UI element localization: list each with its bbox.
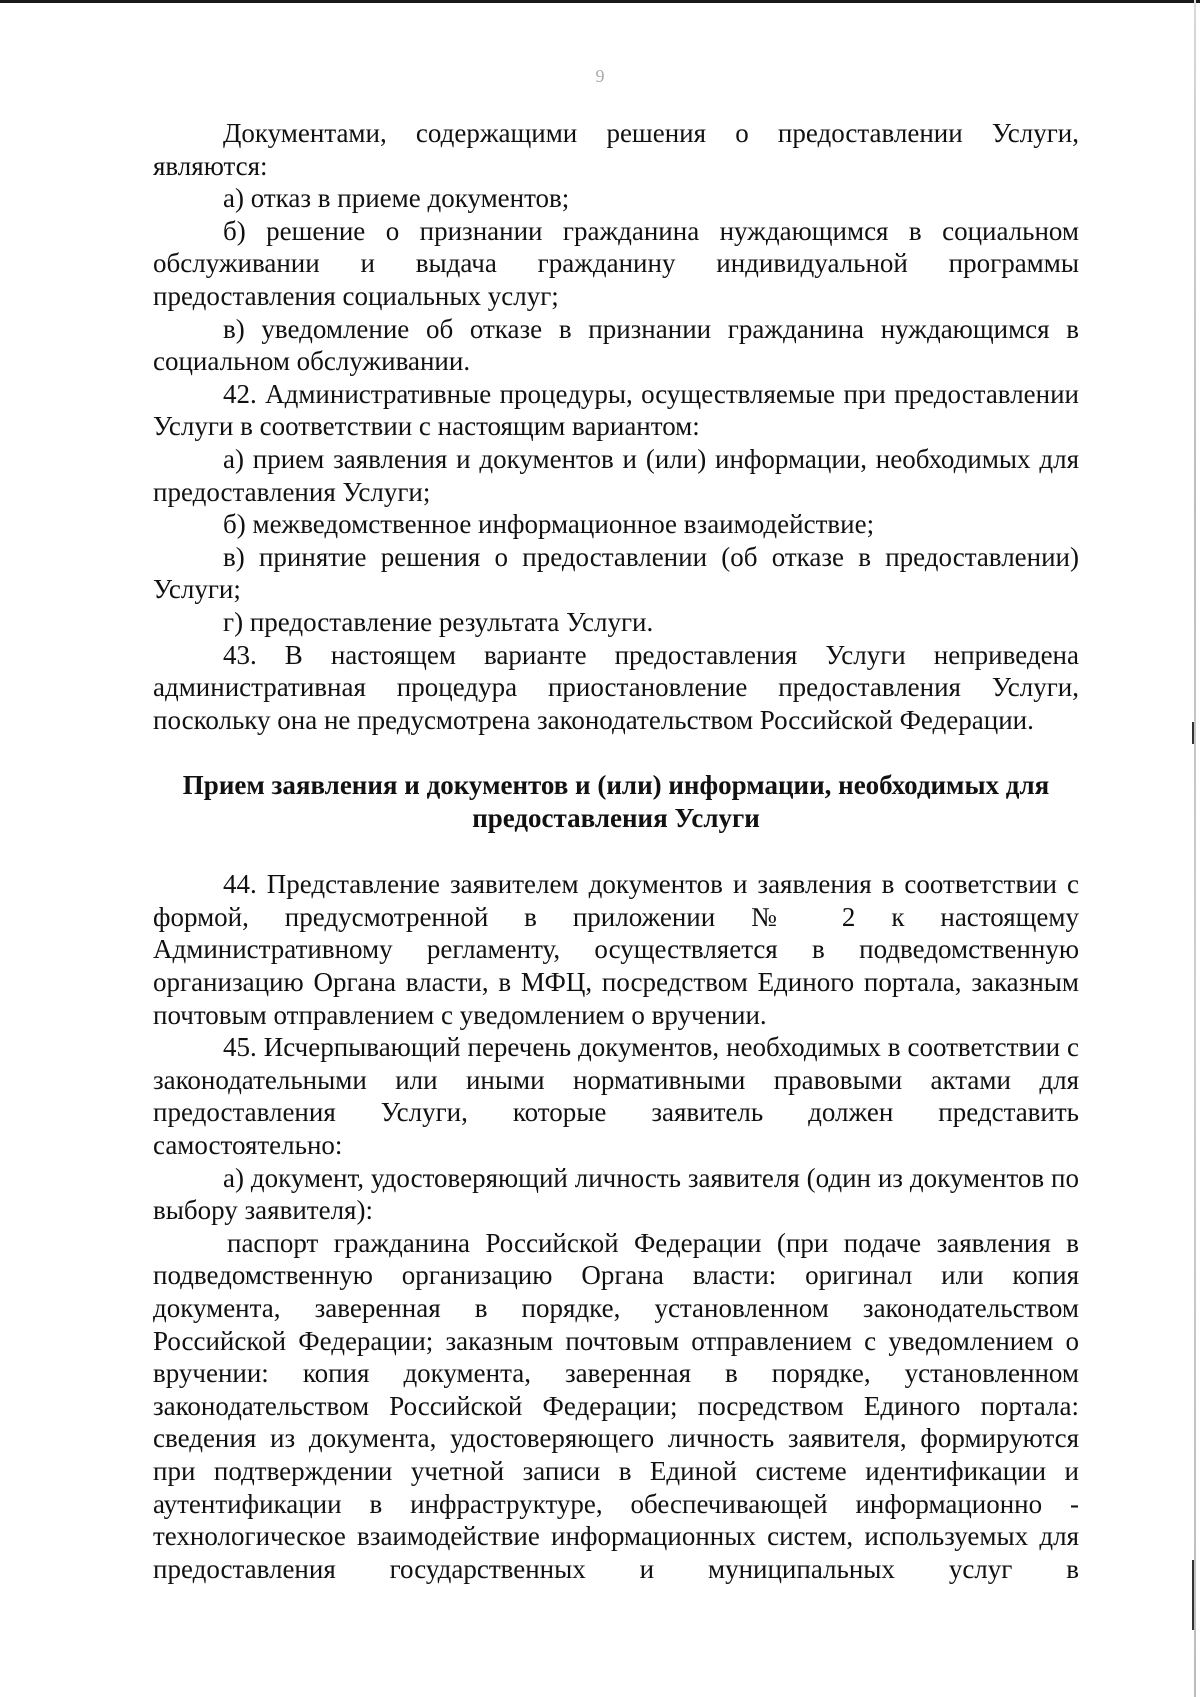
paragraph-43: 43. В настоящем варианте предоставления Услуги неприведена административная процедура приостановление предоставления Услуги, поскольку она не предусмотрена законодательством Российской Федерации. xyxy=(153,639,1079,735)
scan-right-border xyxy=(1194,0,1196,1697)
list-item: а) документ, удостоверяющий личность заявителя (один из документов по выбору заявителя): xyxy=(153,1162,1079,1226)
section-heading-line1: Прием заявления и документов и (или) информации, необходимых для xyxy=(182,770,1050,801)
list-item: а) отказ в приеме документов; xyxy=(223,183,570,214)
section-heading-line2: предоставления Услуги xyxy=(472,803,760,834)
document-body xyxy=(153,117,1079,1585)
list-item: г) предоставление результата Услуги. xyxy=(223,606,654,637)
list-item: б) решение о признании гражданина нуждающимся в социальном обслуживании и выдача гражданину индивидуальной программы предоставления социальных услуг; xyxy=(153,215,1079,311)
paragraph-42: 42. Административные процедуры, осуществляемые при предоставлении Услуги в соответствии с настоящим вариантом: xyxy=(153,378,1079,442)
scan-top-border xyxy=(0,0,1200,3)
paragraph-passport: паспорт гражданина Российской Федерации (при подаче заявления в подведомственную организацию Органа власти: оригинал или копия документа, заверенная в порядке, установленном законодательством Российской Федерации; заказным почтовым отправлением с уведомлением о вручении: копия документа, заверенная в порядке, установленном законодательством Российской Федерации; посредством Единого портала: сведения из документа, удостоверяющего личность заявителя, формируются при подтверждении учетной записи в Единой системе идентификации и аутентификации в инфраструктуре, обеспечивающей информационно - технологическое взаимодействие информационных систем, используемых для предоставления государственных и муниципальных услуг в xyxy=(153,1227,1079,1584)
list-item: в) уведомление об отказе в признании гражданина нуждающимся в социальном обслуживании. xyxy=(153,313,1079,377)
list-item: а) прием заявления и документов и (или) информации, необходимых для предоставления Услуги; xyxy=(153,443,1079,507)
paragraph: Документами, содержащими решения о предоставлении Услуги, являются: xyxy=(153,118,1079,181)
paragraph-45: 45. Исчерпывающий перечень документов, необходимых в соответствии с законодательными или иными нормативными правовыми актами для предоставления Услуги, которые заявитель должен представить самостоятельно: xyxy=(153,1032,1079,1161)
paragraph-44: 44. Представление заявителем документов и заявления в соответствии с формой, предусмотренной в приложении № 2 к настоящему Административному регламенту, осуществляется в подведомственную организацию Органа власти, в МФЦ, посредством Единого портала, заказным почтовым отправлением с уведомлением о вручении. xyxy=(153,869,1079,1030)
scan-mark xyxy=(1192,722,1194,744)
page-number: 9 xyxy=(595,66,605,86)
list-item: б) межведомственное информационное взаимодействие; xyxy=(223,509,875,540)
list-item: в) принятие решения о предоставлении (об отказе в предоставлении) Услуги; xyxy=(153,541,1079,605)
scan-mark xyxy=(1192,1560,1194,1630)
